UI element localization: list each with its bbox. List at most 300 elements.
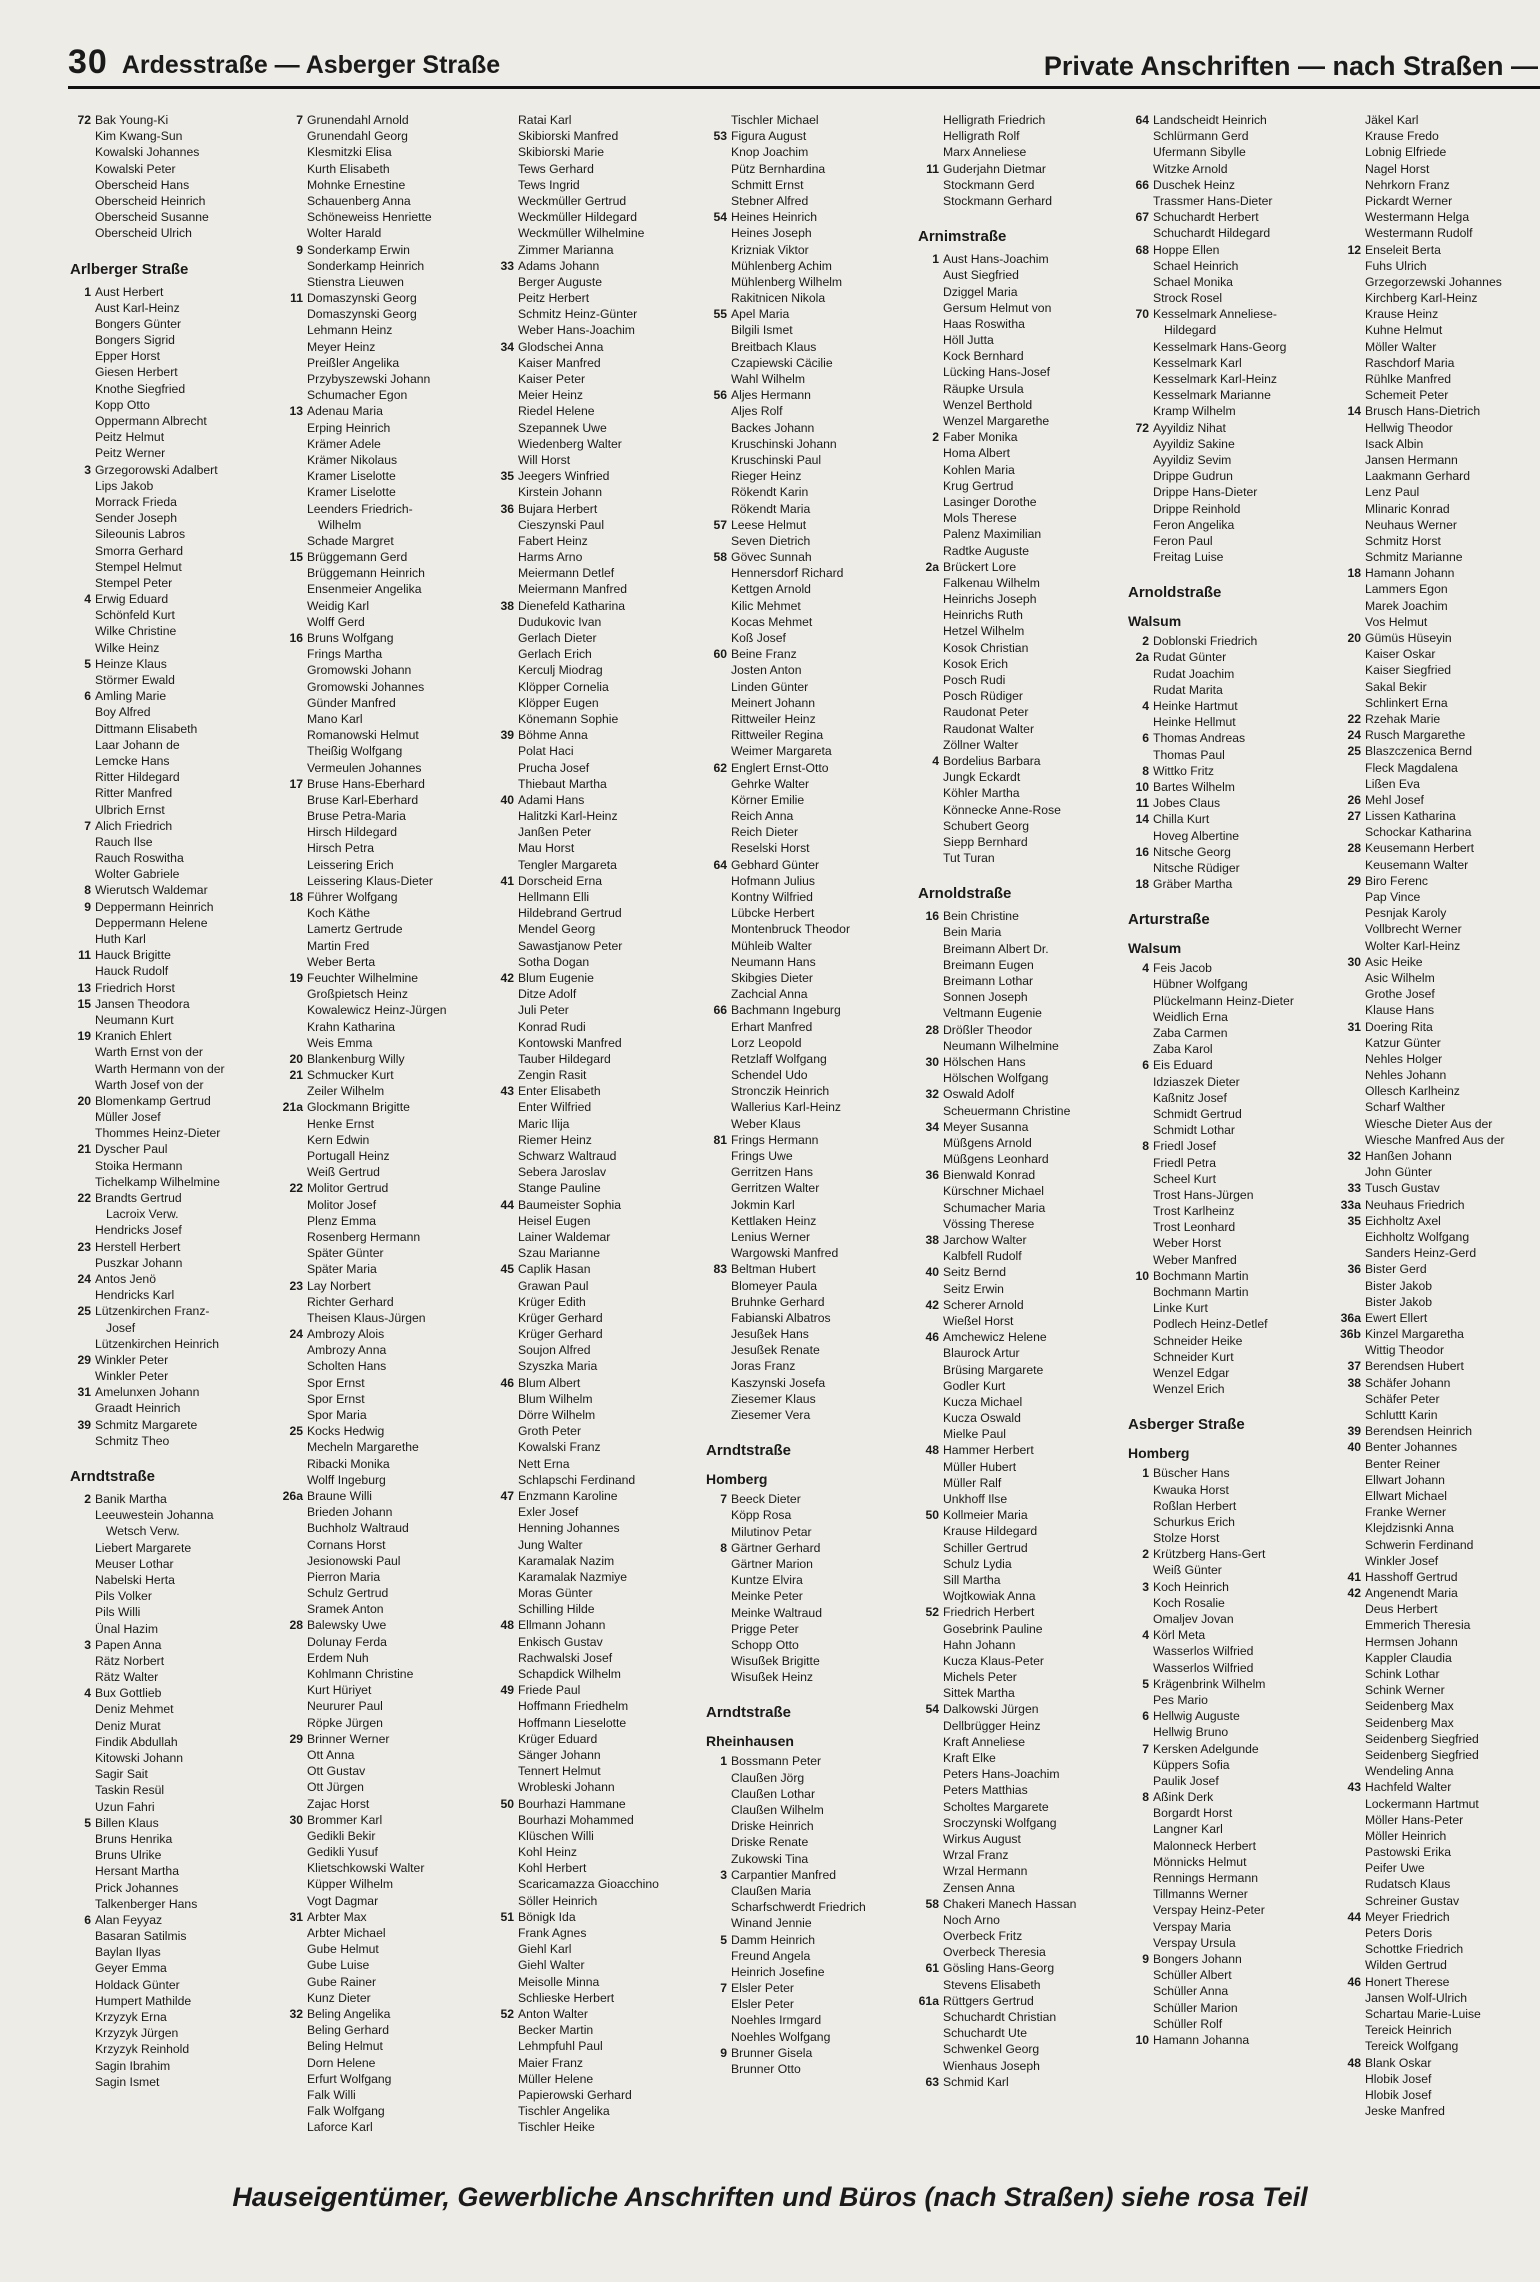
resident-name: Wahl Wilhelm <box>731 372 806 386</box>
resident-name: Rätz Norbert <box>95 1653 165 1668</box>
resident-name: Mühlenberg Wilhelm <box>731 274 843 289</box>
house-number: 12 <box>1347 242 1361 257</box>
resident-name: Strock Rosel <box>1153 291 1223 306</box>
house-number: 51 <box>500 1909 514 1924</box>
house-number: 35 <box>1347 1213 1361 1228</box>
house-number: 64 <box>1135 113 1149 127</box>
resident-name: Malonneck Herbert <box>1153 1838 1256 1853</box>
resident-name: Papierowski Gerhard <box>518 2087 632 2102</box>
resident-name: Trost Leonhard <box>1153 1220 1236 1235</box>
resident-name: Hoffmann Lieselotte <box>518 1715 627 1730</box>
resident-name: Stockmann Gerd <box>943 177 1035 192</box>
resident-name: Fabert Heinz <box>518 533 588 548</box>
directory-entry <box>1128 1789 1338 1805</box>
resident-name: Aust Herbert <box>95 284 164 299</box>
house-number: 48 <box>1347 2055 1361 2070</box>
resident-name: Hoppe Ellen <box>1153 242 1220 257</box>
resident-name: Falkenau Wilhelm <box>943 575 1040 590</box>
resident-name: Vössing Therese <box>943 1216 1035 1231</box>
resident-name: Huth Karl <box>95 932 146 946</box>
resident-name: Rudat Marita <box>1153 682 1223 697</box>
resident-name: Schiller Gertrud <box>943 1540 1028 1555</box>
directory-entry <box>70 462 280 478</box>
resident-name: Trassmer Hans-Dieter <box>1153 193 1273 208</box>
resident-name: Karamalak Nazim <box>518 1553 615 1568</box>
resident-name: Thommes Heinz-Dieter <box>95 1126 221 1141</box>
resident-name: Montenbruck Theodor <box>731 922 851 937</box>
resident-name: Harms Arno <box>518 550 583 565</box>
directory-entry <box>1128 795 1338 811</box>
directory-entry <box>493 1197 703 1213</box>
resident-name: Ott Gustav <box>307 1764 366 1779</box>
directory-entry <box>493 1488 703 1504</box>
resident-name: Sänger Johann <box>518 1747 601 1762</box>
resident-name: Faber Monika <box>943 430 1018 445</box>
resident-name: Wojtkowiak Anna <box>943 1589 1036 1604</box>
resident-name: Hellwig Auguste <box>1153 1709 1240 1724</box>
house-number: 25 <box>289 1424 303 1439</box>
house-number: 15 <box>289 550 303 565</box>
resident-name: Könnecke Anne-Rose <box>943 802 1061 817</box>
resident-name: Schartau Marie-Luise <box>1365 2006 1481 2021</box>
directory-entry <box>706 128 916 144</box>
resident-name: Gümüs Hüseyin <box>1365 631 1452 645</box>
house-number: 39 <box>77 1417 91 1432</box>
house-number: 60 <box>713 647 727 662</box>
resident-name: Keusemann Herbert <box>1365 841 1475 856</box>
resident-name: Marx Anneliese <box>943 145 1027 160</box>
resident-name: Krüger Gerhard <box>518 1310 603 1325</box>
resident-name: Wienhaus Joseph <box>943 2058 1040 2073</box>
resident-name: Enzmann Karoline <box>518 1488 618 1503</box>
house-number: 8 <box>1142 1139 1149 1154</box>
resident-name: Bienwald Konrad <box>943 1168 1036 1183</box>
directory-entry <box>282 242 492 258</box>
resident-name: Meuser Lothar <box>95 1556 174 1571</box>
resident-name: Sonnen Joseph <box>943 990 1028 1005</box>
resident-name: Kaszynski Josefa <box>731 1375 826 1390</box>
resident-name: Wenzel Erich <box>1153 1382 1225 1397</box>
resident-name: Eis Eduard <box>1153 1058 1213 1073</box>
resident-name: Seitz Erwin <box>943 1281 1004 1296</box>
resident-name: Wasserlos Wilfried <box>1153 1660 1254 1675</box>
directory-entry <box>70 1815 280 1831</box>
directory-entry <box>918 251 1128 267</box>
resident-name: Wilke Heinz <box>95 640 160 655</box>
resident-name: Weber Manfred <box>1153 1252 1237 1267</box>
resident-name: Ribacki Monika <box>307 1456 390 1471</box>
resident-name: Kowalski Peter <box>95 161 176 176</box>
resident-name: Omaljev Jovan <box>1153 1612 1234 1626</box>
resident-name: Wießel Horst <box>943 1313 1014 1328</box>
resident-name: Soujon Alfred <box>518 1343 591 1358</box>
resident-name: Geyer Emma <box>95 1961 167 1976</box>
resident-name: Thomas Paul <box>1153 747 1225 762</box>
resident-name: Beling Helmut <box>307 2039 383 2054</box>
resident-name: Landscheidt Heinrich <box>1153 113 1267 127</box>
resident-name: Meisolle Minna <box>518 1974 600 1989</box>
house-number: 35 <box>500 469 514 484</box>
resident-name: Hamann Johann <box>1365 566 1455 581</box>
directory-entry <box>918 1329 1128 1345</box>
house-number: 30 <box>925 1054 939 1069</box>
resident-name: Wargowski Manfred <box>731 1246 839 1261</box>
directory-entry <box>918 161 1128 177</box>
resident-name: Blum Wilhelm <box>518 1391 593 1406</box>
resident-name: Wierutsch Waldemar <box>95 883 208 898</box>
resident-name: Carpantier Manfred <box>731 1867 836 1882</box>
resident-name: Spor Maria <box>307 1408 367 1422</box>
resident-name: Palenz Maximilian <box>943 527 1042 542</box>
directory-entry <box>70 591 280 607</box>
house-number: 4 <box>1142 1628 1149 1643</box>
directory-entry <box>282 1099 492 1115</box>
resident-name: Jansen Wolf-Ulrich <box>1365 1990 1468 2005</box>
house-number: 7 <box>720 1492 727 1507</box>
resident-name: Elsler Peter <box>731 1997 794 2012</box>
resident-name: Skibiorski Manfred <box>518 129 619 144</box>
resident-name: Sakal Bekir <box>1365 679 1427 694</box>
house-number: 36 <box>925 1168 939 1183</box>
resident-name: Kramer Liselotte <box>307 469 396 484</box>
resident-name: Seven Dietrich <box>731 533 811 548</box>
house-number: 23 <box>77 1239 91 1254</box>
resident-name: Gärtner Marion <box>731 1556 813 1571</box>
resident-name: Hellwig Theodor <box>1365 420 1453 435</box>
house-number: 64 <box>713 857 727 872</box>
resident-name: Grzegorowski Adalbert <box>95 462 218 477</box>
house-number: 1 <box>720 1754 727 1769</box>
resident-name: Jungk Eckardt <box>943 770 1021 785</box>
house-number: 3 <box>720 1867 727 1882</box>
resident-name: Wallerius Karl-Heinz <box>731 1100 841 1115</box>
directory-entry <box>918 2074 1128 2090</box>
house-number: 81 <box>713 1132 727 1147</box>
resident-name: Overbeck Theresia <box>943 1945 1046 1960</box>
house-number: 13 <box>77 980 91 995</box>
resident-name: Sramek Anton <box>307 1602 384 1617</box>
resident-name: Krause Hildegard <box>943 1524 1038 1539</box>
resident-name: Kwauka Horst <box>1153 1482 1229 1497</box>
resident-name: Kinzel Margaretha <box>1365 1327 1464 1342</box>
resident-name: Englert Ernst-Otto <box>731 760 829 775</box>
resident-name: Müller Helene <box>518 2071 594 2086</box>
house-number: 36 <box>500 501 514 516</box>
resident-name: Helligrath Friedrich <box>943 113 1046 127</box>
resident-name: Mönnicks Helmut <box>1153 1854 1247 1869</box>
page-header <box>68 36 1540 82</box>
resident-name: Leissering Klaus-Dieter <box>307 873 433 888</box>
resident-name: Wrzal Franz <box>943 1848 1009 1863</box>
resident-name: Josten Anton <box>731 663 802 678</box>
resident-name: Meyer Heinz <box>307 339 376 354</box>
resident-name: Kramer Liselotte <box>307 485 396 500</box>
resident-name: Braune Willi <box>307 1488 373 1503</box>
resident-name: Anton Walter <box>518 2006 588 2021</box>
directory-entry <box>70 1093 280 1109</box>
resident-name: Kersken Adelgunde <box>1153 1741 1259 1756</box>
resident-name: Brommer Karl <box>307 1812 383 1827</box>
resident-name: Dittmann Elisabeth <box>95 721 198 736</box>
resident-name: Deniz Murat <box>95 1718 161 1733</box>
directory-entry <box>493 1261 703 1277</box>
resident-name: Schuchardt Christian <box>943 2010 1057 2024</box>
resident-name: Kowalski Franz <box>518 1440 601 1455</box>
resident-name: Wrobleski Johann <box>518 1780 615 1795</box>
resident-name: Nagel Horst <box>1365 161 1430 176</box>
house-number: 44 <box>500 1197 514 1212</box>
resident-name: Giehl Walter <box>518 1958 585 1973</box>
resident-name: Ambrozy Alois <box>307 1327 385 1342</box>
resident-name: Koch Rosalie <box>1153 1595 1225 1610</box>
resident-name: Angenendt Maria <box>1365 1586 1458 1601</box>
resident-name: Krämer Nikolaus <box>307 452 398 467</box>
house-number: 53 <box>713 129 727 144</box>
resident-name: Erping Heinrich <box>307 420 391 435</box>
street-heading: Asberger Straße <box>1128 1416 1245 1434</box>
resident-name: Berendsen Heinrich <box>1365 1424 1473 1439</box>
house-number: 39 <box>500 728 514 743</box>
resident-name: Krizniak Viktor <box>731 242 809 257</box>
resident-name: Sender Joseph <box>95 511 177 526</box>
directory-entry <box>70 996 280 1012</box>
resident-name: Aßink Derk <box>1153 1790 1214 1805</box>
resident-name: Ritter Hildegard <box>95 770 180 785</box>
directory-entry <box>1128 811 1338 827</box>
resident-name: Scheel Kurt <box>1153 1171 1217 1186</box>
resident-name: Schauenberg Anna <box>307 193 411 208</box>
resident-name: Störmer Ewald <box>95 673 175 687</box>
resident-name: Weimer Margareta <box>731 744 832 759</box>
resident-name: Feron Paul <box>1153 533 1213 548</box>
resident-name: Gehrke Walter <box>731 776 810 791</box>
resident-name: Bochmann Martin <box>1153 1285 1249 1299</box>
house-number: 22 <box>1347 711 1361 726</box>
directory-entry <box>918 1604 1128 1620</box>
resident-name: Mendel Georg <box>518 922 596 937</box>
house-number: 48 <box>925 1443 939 1458</box>
resident-name: Heines Joseph <box>731 226 812 241</box>
resident-name: Schael Monika <box>1153 274 1233 289</box>
resident-name: Lützenkirchen Franz- <box>95 1304 210 1319</box>
resident-name: Schuchardt Hildegard <box>1153 226 1271 241</box>
house-number: 31 <box>1347 1019 1361 1034</box>
resident-name: Hennersdorf Richard <box>731 566 844 581</box>
resident-name: Klejdzisnki Anna <box>1365 1521 1454 1536</box>
resident-name: Lißen Eva <box>1365 776 1420 791</box>
directory-column-4 <box>706 112 916 2077</box>
resident-name: Bak Young-Ki <box>95 113 169 127</box>
resident-name: Grunendahl Georg <box>307 129 408 144</box>
resident-name: Wenzel Edgar <box>1153 1365 1230 1380</box>
resident-name: Kirchberg Karl-Heinz <box>1365 291 1478 306</box>
resident-name: Jeegers Winfried <box>518 469 610 484</box>
resident-name: Tengler Margareta <box>518 857 617 872</box>
resident-name: Lockermann Hartmut <box>1365 1796 1479 1811</box>
resident-name: Schluttt Karin <box>1365 1408 1438 1422</box>
house-number: 5 <box>84 656 91 671</box>
resident-name: Krause Heinz <box>1365 307 1439 322</box>
resident-name: Haas Roswitha <box>943 316 1025 331</box>
resident-name: Weidlich Erna <box>1153 1009 1228 1024</box>
resident-name: Ayyildiz Sakine <box>1153 436 1235 451</box>
house-number: 7 <box>84 818 91 833</box>
resident-name: Lainer Waldemar <box>518 1229 611 1244</box>
resident-name: Lammers Egon <box>1365 582 1448 597</box>
directory-entry <box>1340 1569 1540 1585</box>
house-number: 22 <box>77 1191 91 1205</box>
house-number: 61a <box>918 1993 939 2008</box>
resident-name: Ensenmeier Angelika <box>307 582 422 597</box>
resident-name: Bister Jakob <box>1365 1278 1433 1293</box>
resident-name: Dolunay Ferda <box>307 1634 387 1649</box>
resident-name: Lorz Leopold <box>731 1035 802 1050</box>
resident-name: Arbter Max <box>307 1909 367 1924</box>
house-number: 34 <box>925 1119 939 1134</box>
resident-name: Dudukovic Ivan <box>518 614 602 629</box>
house-number: 16 <box>925 909 939 924</box>
house-number: 24 <box>289 1327 303 1342</box>
resident-name: Söller Heinrich <box>518 1893 598 1908</box>
street-heading: Arturstraße <box>1128 911 1210 929</box>
resident-name: Rüttgers Gertrud <box>943 1993 1034 2008</box>
resident-name: Lenz Paul <box>1365 485 1420 500</box>
house-number: 25 <box>77 1304 91 1319</box>
resident-name: Stockmann Gerhard <box>943 193 1053 208</box>
resident-name: Lips Jakob <box>95 478 154 493</box>
directory-entry <box>1128 1708 1338 1724</box>
resident-name: Rudat Joachim <box>1153 666 1235 681</box>
resident-name: Laforce Karl <box>307 2120 373 2135</box>
resident-name: Heinrich Josefine <box>731 1964 825 1979</box>
resident-name: Skibiorski Marie <box>518 145 605 160</box>
resident-name: Uzun Fahri <box>95 1799 155 1814</box>
directory-entry <box>706 760 916 776</box>
house-number: 6 <box>84 689 91 704</box>
resident-name: Blankenburg Willy <box>307 1051 405 1066</box>
resident-name: Fuhs Ulrich <box>1365 258 1427 273</box>
resident-name: Schmitt Ernst <box>731 177 804 192</box>
resident-name: Buchholz Waltraud <box>307 1521 409 1536</box>
resident-name: Nitsche Rüdiger <box>1153 860 1240 875</box>
resident-name: Rieger Heinz <box>731 469 802 484</box>
resident-name: Bochmann Martin <box>1153 1268 1249 1283</box>
directory-entry <box>70 112 280 128</box>
directory-entry <box>493 339 703 355</box>
house-number: 27 <box>1347 809 1361 824</box>
resident-name: Später Günter <box>307 1246 384 1261</box>
resident-name: Stevens Elisabeth <box>943 1977 1041 1992</box>
resident-name: Prigge Peter <box>731 1621 799 1636</box>
resident-name: Heisel Eugen <box>518 1213 591 1228</box>
resident-name: Guderjahn Dietmar <box>943 161 1046 176</box>
house-number: 66 <box>1135 177 1149 192</box>
house-number: 11 <box>1136 796 1149 811</box>
resident-name: Grothe Josef <box>1365 987 1435 1002</box>
directory-entry <box>918 1054 1128 1070</box>
directory-entry <box>282 630 492 646</box>
resident-name: Neumann Hans <box>731 954 816 969</box>
resident-name: Oberscheid Ulrich <box>95 226 192 241</box>
directory-entry <box>1340 727 1540 743</box>
resident-name: Tillmanns Werner <box>1153 1887 1248 1902</box>
resident-name: Oswald Adolf <box>943 1087 1015 1102</box>
resident-name: Winkler Peter <box>95 1352 169 1367</box>
resident-name: Schmitz Horst <box>1365 533 1441 548</box>
directory-column-3 <box>493 112 703 2135</box>
directory-entry <box>1340 630 1540 646</box>
resident-name: Basaran Satilmis <box>95 1929 187 1944</box>
directory-entry <box>1340 1326 1540 1342</box>
resident-name: Franke Werner <box>1365 1505 1447 1520</box>
resident-name: Rachwalski Josef <box>518 1650 613 1665</box>
resident-name: Brandts Gertrud <box>95 1191 182 1205</box>
resident-name: Mau Horst <box>518 841 575 856</box>
resident-name: Weiß Gertrud <box>307 1165 380 1180</box>
house-number: 54 <box>713 210 727 225</box>
directory-entry <box>1128 242 1338 258</box>
resident-name: Banik Martha <box>95 1492 167 1506</box>
resident-name: Pes Mario <box>1153 1692 1208 1707</box>
resident-name: Verspay Maria <box>1153 1919 1231 1934</box>
directory-entry <box>282 290 492 306</box>
house-number: 18 <box>1135 877 1149 892</box>
house-number: 10 <box>1135 779 1149 794</box>
resident-name: Adenau Maria <box>307 404 383 419</box>
house-number: 14 <box>1135 812 1149 827</box>
directory-entry <box>1340 743 1540 759</box>
resident-name: Jäkel Karl <box>1365 113 1419 127</box>
directory-entry <box>1340 792 1540 808</box>
resident-name: Krämer Adele <box>307 436 381 451</box>
resident-name: Rittweiler Regina <box>731 728 824 743</box>
resident-name: Maric Ilija <box>518 1116 570 1131</box>
resident-name: Schmitz Theo <box>95 1433 170 1448</box>
house-number: 34 <box>500 339 514 354</box>
resident-name: Borgardt Horst <box>1153 1806 1233 1821</box>
resident-name: Falk Willi <box>307 2087 356 2102</box>
resident-name: Retzlaff Wolfgang <box>731 1051 827 1066</box>
resident-name: Gersum Helmut von <box>943 300 1052 315</box>
directory-entry <box>1340 1213 1540 1229</box>
resident-name: Arbter Michael <box>307 1926 386 1940</box>
resident-name: Schäfer Peter <box>1365 1391 1440 1406</box>
directory-entry <box>70 1352 280 1368</box>
resident-name: Sileounis Labros <box>95 527 186 542</box>
resident-name: Zukowski Tina <box>731 1851 809 1866</box>
resident-name: Vos Helmut <box>1365 614 1428 629</box>
directory-entry <box>1340 1148 1540 1164</box>
resident-name: Möller Walter <box>1365 339 1437 354</box>
house-number: 4 <box>1142 699 1149 713</box>
resident-name: Rudat Günter <box>1153 650 1227 665</box>
resident-name: Schendel Udo <box>731 1068 808 1083</box>
resident-name: Westermann Rudolf <box>1365 226 1473 241</box>
house-number: 6 <box>1142 731 1149 746</box>
resident-name: Neumann Wilhelmine <box>943 1038 1059 1053</box>
resident-name: Pesnjak Karoly <box>1365 906 1447 921</box>
resident-name: Kramp Wilhelm <box>1153 404 1236 419</box>
resident-name: Erdem Nuh <box>307 1650 369 1665</box>
resident-name: Lücking Hans-Josef <box>943 365 1051 380</box>
house-number: 1 <box>932 252 939 267</box>
resident-name: Raudonat Peter <box>943 705 1029 720</box>
resident-name: Schlürmann Gerd <box>1153 129 1249 144</box>
resident-name: Gosebrink Pauline <box>943 1621 1043 1636</box>
resident-name: Krause Fredo <box>1365 129 1439 144</box>
resident-name: Wasserlos Wilfried <box>1153 1644 1254 1659</box>
directory-entry <box>282 970 492 986</box>
